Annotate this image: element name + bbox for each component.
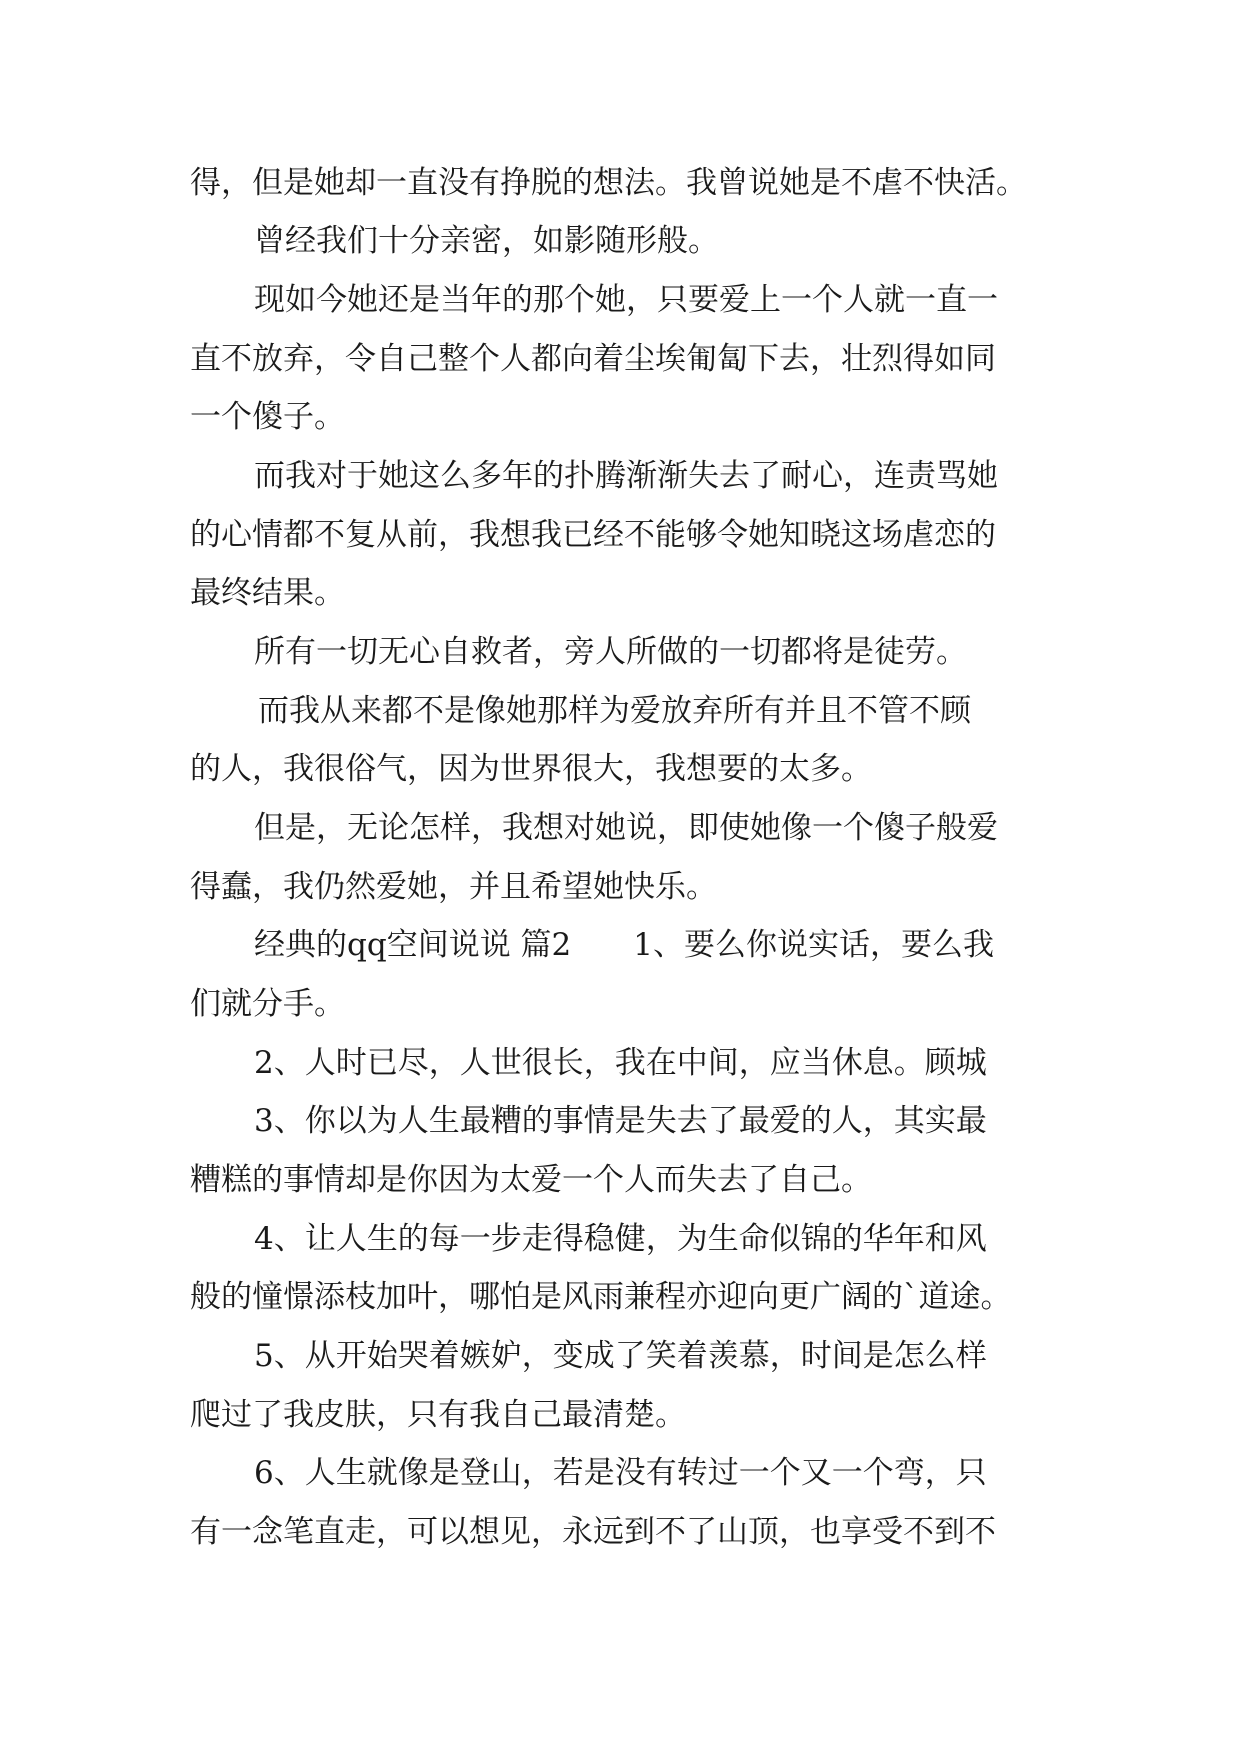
text-line: 但是，无论怎样，我想对她说，即使她像一个傻子般爱 <box>254 810 998 846</box>
text-line: 6、人生就像是登山，若是没有转过一个又一个弯，只 <box>254 1455 987 1491</box>
text-line: 直不放弃，令自己整个人都向着尘埃匍匐下去，壮烈得如同 <box>190 341 996 377</box>
text-line: 得蠢，我仍然爱她，并且希望她快乐。 <box>190 869 717 905</box>
text-line: 最终结果。 <box>190 575 345 611</box>
text-line: 3、你以为人生最糟的事情是失去了最爱的人，其实最 <box>254 1103 987 1139</box>
text-line: 而我从来都不是像她那样为爱放弃所有并且不管不顾 <box>258 693 971 729</box>
text-line: 一个傻子。 <box>190 399 345 435</box>
text-line: 有一念笔直走，可以想见，永远到不了山顶，也享受不到不 <box>190 1514 996 1550</box>
text-line: 般的憧憬添枝加叶，哪怕是风雨兼程亦迎向更广阔的`道途。 <box>190 1279 1012 1315</box>
text-line: 而我对于她这么多年的扑腾渐渐失去了耐心，连责骂她 <box>254 458 998 494</box>
text-line: 爬过了我皮肤，只有我自己最清楚。 <box>190 1397 686 1433</box>
text-line: 糟糕的事情却是你因为太爱一个人而失去了自己。 <box>190 1162 872 1198</box>
text-line: 所有一切无心自救者，旁人所做的一切都将是徒劳。 <box>254 634 967 670</box>
text-line: 2、人时已尽，人世很长，我在中间，应当休息。顾城 <box>254 1045 987 1081</box>
text-line: 们就分手。 <box>190 986 345 1022</box>
text-line: 4、让人生的每一步走得稳健，为生命似锦的华年和风 <box>254 1221 987 1257</box>
text-line: 曾经我们十分亲密，如影随形般。 <box>254 223 719 259</box>
text-line: 5、从开始哭着嫉妒，变成了笑着羡慕，时间是怎么样 <box>254 1338 987 1374</box>
text-line: 得，但是她却一直没有挣脱的想法。我曾说她是不虐不快活。 <box>190 165 1027 201</box>
text-line: 的心情都不复从前，我想我已经不能够令她知晓这场虐恋的 <box>190 517 996 553</box>
text-line: 经典的qq空间说说 篇2 1、要么你说实话，要么我 <box>254 927 994 963</box>
text-line: 的人，我很俗气，因为世界很大，我想要的太多。 <box>190 751 872 787</box>
text-line: 现如今她还是当年的那个她，只要爱上一个人就一直一 <box>254 282 998 318</box>
